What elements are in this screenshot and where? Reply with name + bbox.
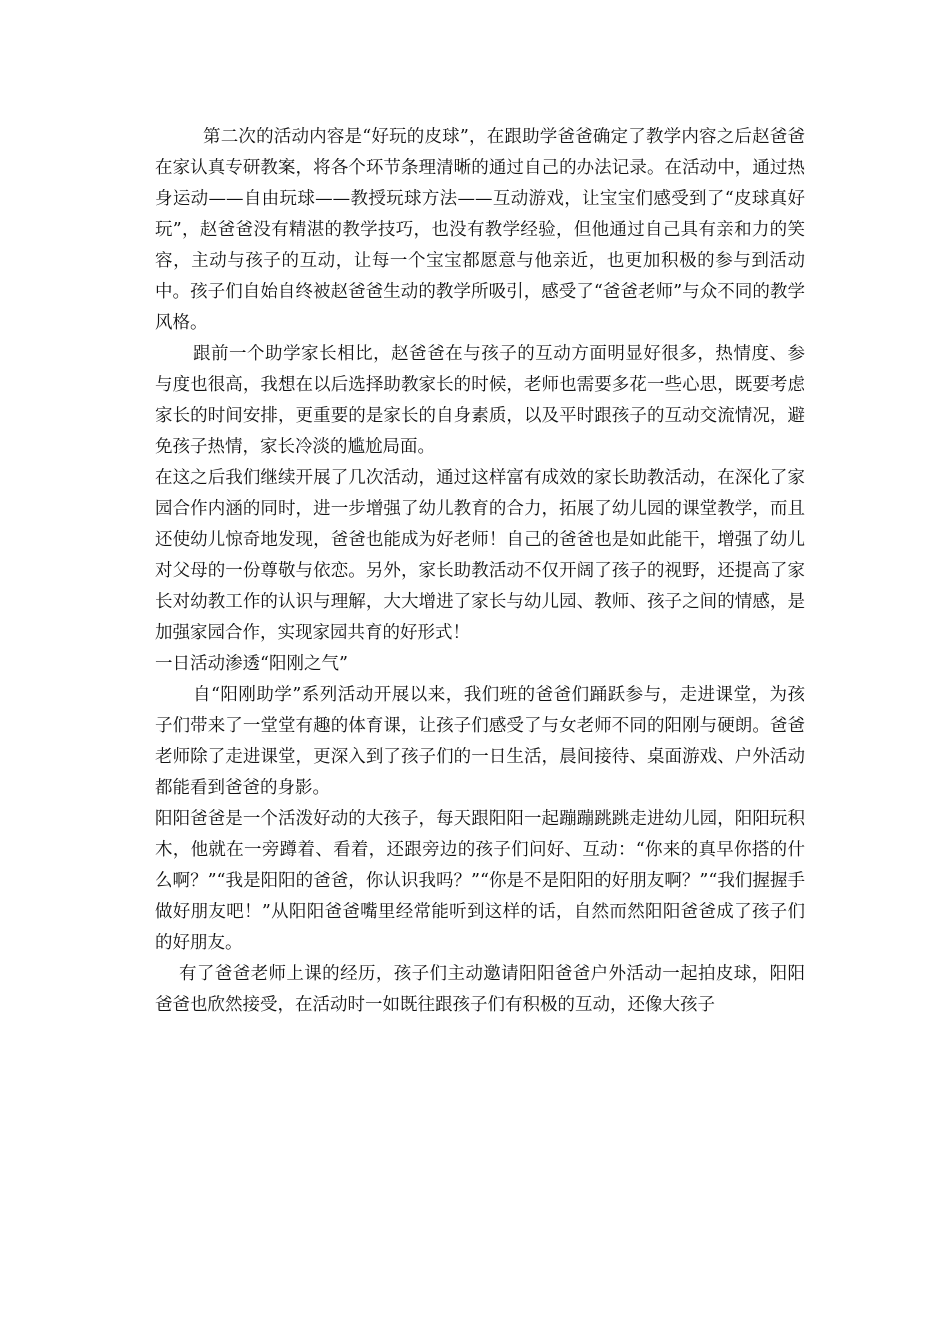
section-heading: 一日活动渗透“阳刚之气” xyxy=(155,654,348,674)
document-body xyxy=(155,122,805,1021)
paragraph-yangyang-dad: 阳阳爸爸是一个活泼好动的大孩子，每天跟阳阳一起蹦蹦跳跳走进幼儿园，阳阳玩积木，他就在一旁蹲着、看着，还跟旁边的孩子们问好、互动：“你来的真早你搭的什么啊？”“我是阳阳的爸爸，你认识我吗？”“你是不是阳阳的好朋友啊？”“我们握握手做好朋友吧！”从阳阳爸爸嘴里经常能听到这样的话，自然而然阳阳爸爸成了孩子们的好朋友。 xyxy=(155,809,805,953)
paragraph-activity-ball: 第二次的活动内容是“好玩的皮球”，在跟助学爸爸确定了教学内容之后赵爸爸在家认真专研教案，将各个环节条理清晰的通过自己的办法记录。在活动中，通过热身运动——自由玩球——教授玩球方法——互动游戏，让宝宝们感受到了“皮球真好玩”，赵爸爸没有精湛的教学技巧，也没有教学经验，但他通过自己具有亲和力的笑容，主动与孩子的互动，让每一个宝宝都愿意与他亲近，也更加积极的参与到活动中。孩子们自始自终被赵爸爸生动的教学所吸引，感受了“爸爸老师”与众不同的教学风格。 xyxy=(155,127,805,333)
paragraph-follow-up: 在这之后我们继续开展了几次活动，通过这样富有成效的家长助教活动，在深化了家园合作内涵的同时，进一步增强了幼儿教育的合力，拓展了幼儿园的课堂教学，而且还使幼儿惊奇地发现，爸爸也能成为好老师！自己的爸爸也是如此能干，增强了幼儿对父母的一份尊敬与依恋。另外，家长助教活动不仅开阔了孩子的视野，还提高了家长对幼教工作的认识与理解，大大增进了家长与幼儿园、教师、孩子之间的情感，是加强家园合作，实现家园共育的好形式！ xyxy=(155,468,805,643)
paragraph-comparison: 跟前一个助学家长相比，赵爸爸在与孩子的互动方面明显好很多，热情度、参与度也很高，我想在以后选择助教家长的时候，老师也需要多花一些心思，既要考虑家长的时间安排，更重要的是家长的自身素质，以及平时跟孩子的互动交流情况，避免孩子热情，家长冷淡的尴尬局面。 xyxy=(155,344,805,457)
paragraph-outdoor-activity: 有了爸爸老师上课的经历，孩子们主动邀请阳阳爸爸户外活动一起拍皮球，阳阳爸爸也欣然接受，在活动时一如既往跟孩子们有积极的互动，还像大孩子 xyxy=(155,964,805,1015)
paragraph-series-intro: 自“阳刚助学”系列活动开展以来，我们班的爸爸们踊跃参与，走进课堂，为孩子们带来了一堂堂有趣的体育课，让孩子们感受了与女老师不同的阳刚与硬朗。爸爸老师除了走进课堂，更深入到了孩子们的一日生活，晨间接待、桌面游戏、户外活动都能看到爸爸的身影。 xyxy=(155,685,805,798)
